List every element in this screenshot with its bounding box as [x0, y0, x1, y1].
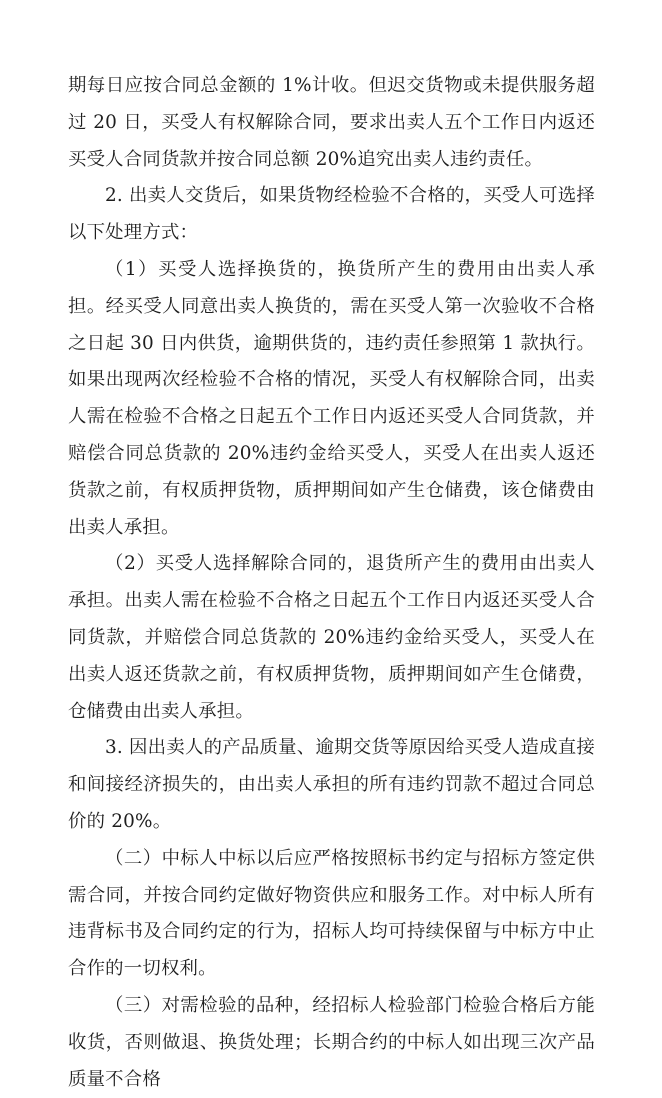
paragraph-section-3: （三）对需检验的品种，经招标人检验部门检验合格后方能收货，否则做退、换货处理；长期合约的中标人如出现三次产品质量不合格 [68, 994, 595, 1090]
paragraph-clause-2: 2. 出卖人交货后，如果货物经检验不合格的，买受人可选择以下处理方式： [68, 185, 595, 244]
document-text-body [68, 68, 595, 1098]
paragraph-section-2: （二）中标人中标以后应严格按照标书约定与招标方签定供需合同，并按合同约定做好物资供应和服务工作。对中标人所有违背标书及合同约定的行为，招标人均可持续保留与中标方中止合作的一切权利。 [68, 847, 595, 980]
paragraph-clause-1-continuation: 期每日应按合同总金额的 1%计收。但迟交货物或未提供服务超过 20 日，买受人有权解除合同，要求出卖人五个工作日内返还买受人合同货款并按合同总额 20%追究出卖人违约责任。 [68, 75, 595, 170]
paragraph-clause-2-item-1: （1）买受人选择换货的，换货所产生的费用由出卖人承担。经买受人同意出卖人换货的，需在买受人第一次验收不合格之日起 30 日内供货，逾期供货的，违约责任参照第 1 款执行。如果出现两次经检验不合格的情况，买受人有权解除合同，出卖人需在检验不合格之日起五个工作日内返还买受人合同货款，并赔偿合同总货款的 20%违约金给买受人，买受人在出卖人返还货款之前，有权质押货物，质押期间如产生仓储费，该仓储费由出卖人承担。 [68, 258, 595, 538]
paragraph-clause-3: 3. 因出卖人的产品质量、逾期交货等原因给买受人造成直接和间接经济损失的，由出卖人承担的所有违约罚款不超过合同总价的 20%。 [68, 737, 595, 832]
paragraph-clause-2-item-2: （2）买受人选择解除合同的，退货所产生的费用由出卖人承担。出卖人需在检验不合格之日起五个工作日内返还买受人合同货款，并赔偿合同总货款的 20%违约金给买受人，买受人在出卖人返还货款之前，有权质押货物，质押期间如产生仓储费，仓储费由出卖人承担。 [68, 553, 595, 722]
